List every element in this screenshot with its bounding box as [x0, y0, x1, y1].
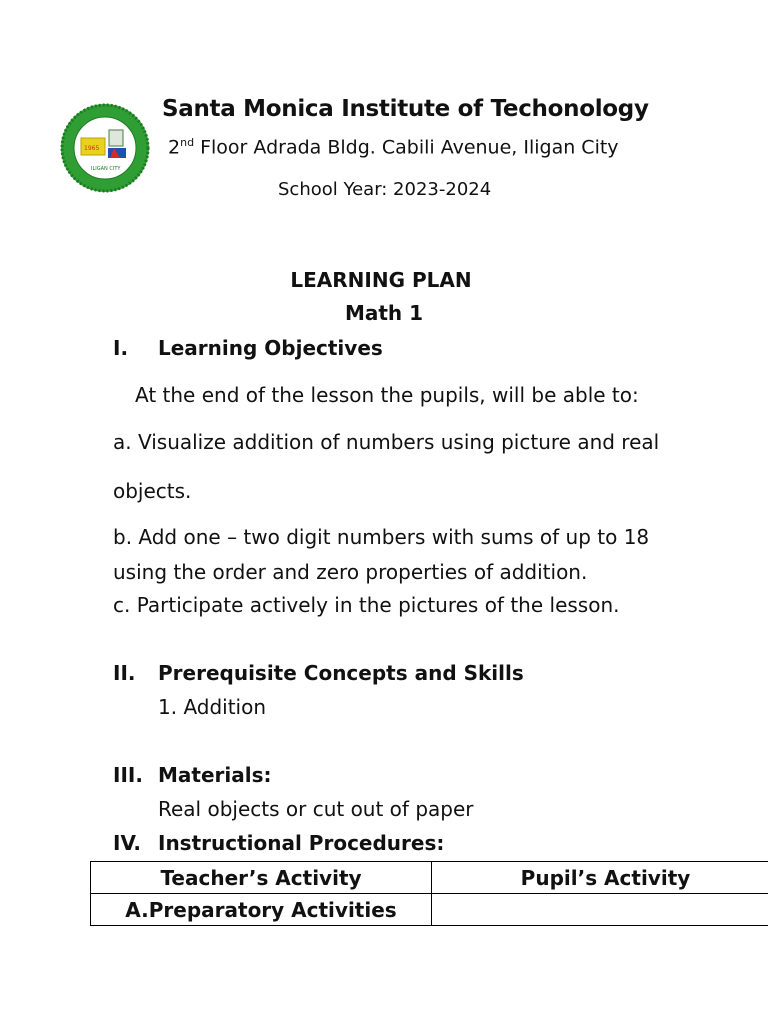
table-cell-pupil	[432, 894, 768, 926]
school-year: School Year: 2023-2024	[278, 179, 492, 200]
school-seal-icon	[58, 102, 152, 194]
section-3-title: Materials:	[158, 763, 272, 787]
address-floor-number: 2	[168, 136, 181, 159]
section-4-title: Instructional Procedures:	[158, 831, 445, 855]
table-header-row	[91, 862, 768, 894]
section-3-number: III.	[113, 763, 143, 787]
section-1-title: Learning Objectives	[158, 336, 383, 360]
objective-b-line1: b. Add one – two digit numbers with sums of up to 18	[113, 525, 650, 549]
section-1-number: I.	[113, 336, 129, 360]
document-title: LEARNING PLAN	[290, 268, 472, 292]
objectives-intro: At the end of the lesson the pupils, will be able to:	[135, 383, 639, 407]
objective-a-line2: objects.	[113, 479, 192, 503]
table-header-pupil: Pupil’s Activity	[432, 862, 768, 894]
subject-title: Math 1	[344, 301, 424, 325]
svg-text:1965: 1965	[84, 145, 100, 152]
objective-b-line2: using the order and zero properties of addition.	[113, 560, 588, 584]
svg-text:ILIGAN CITY: ILIGAN CITY	[91, 166, 121, 172]
address-text: Floor Adrada Bldg. Cabili Avenue, Iligan City	[194, 136, 619, 159]
prerequisite-item-1: 1. Addition	[158, 695, 267, 719]
objective-a-line1: a. Visualize addition of numbers using picture and real	[113, 430, 660, 454]
objective-c-line1: c. Participate actively in the pictures of the lesson.	[113, 593, 620, 617]
table-header-teacher: Teacher’s Activity	[91, 862, 432, 894]
school-address	[168, 136, 619, 158]
table-row	[91, 894, 768, 926]
section-4-number: IV.	[113, 831, 141, 855]
address-floor-suffix: nd	[180, 136, 195, 149]
table-cell-teacher: A.Preparatory Activities	[91, 894, 432, 926]
section-2-title: Prerequisite Concepts and Skills	[158, 661, 524, 685]
section-2-number: II.	[113, 661, 136, 685]
school-name: Santa Monica Institute of Techonology	[162, 96, 649, 122]
materials-text: Real objects or cut out of paper	[158, 797, 474, 821]
procedures-table	[90, 861, 768, 926]
